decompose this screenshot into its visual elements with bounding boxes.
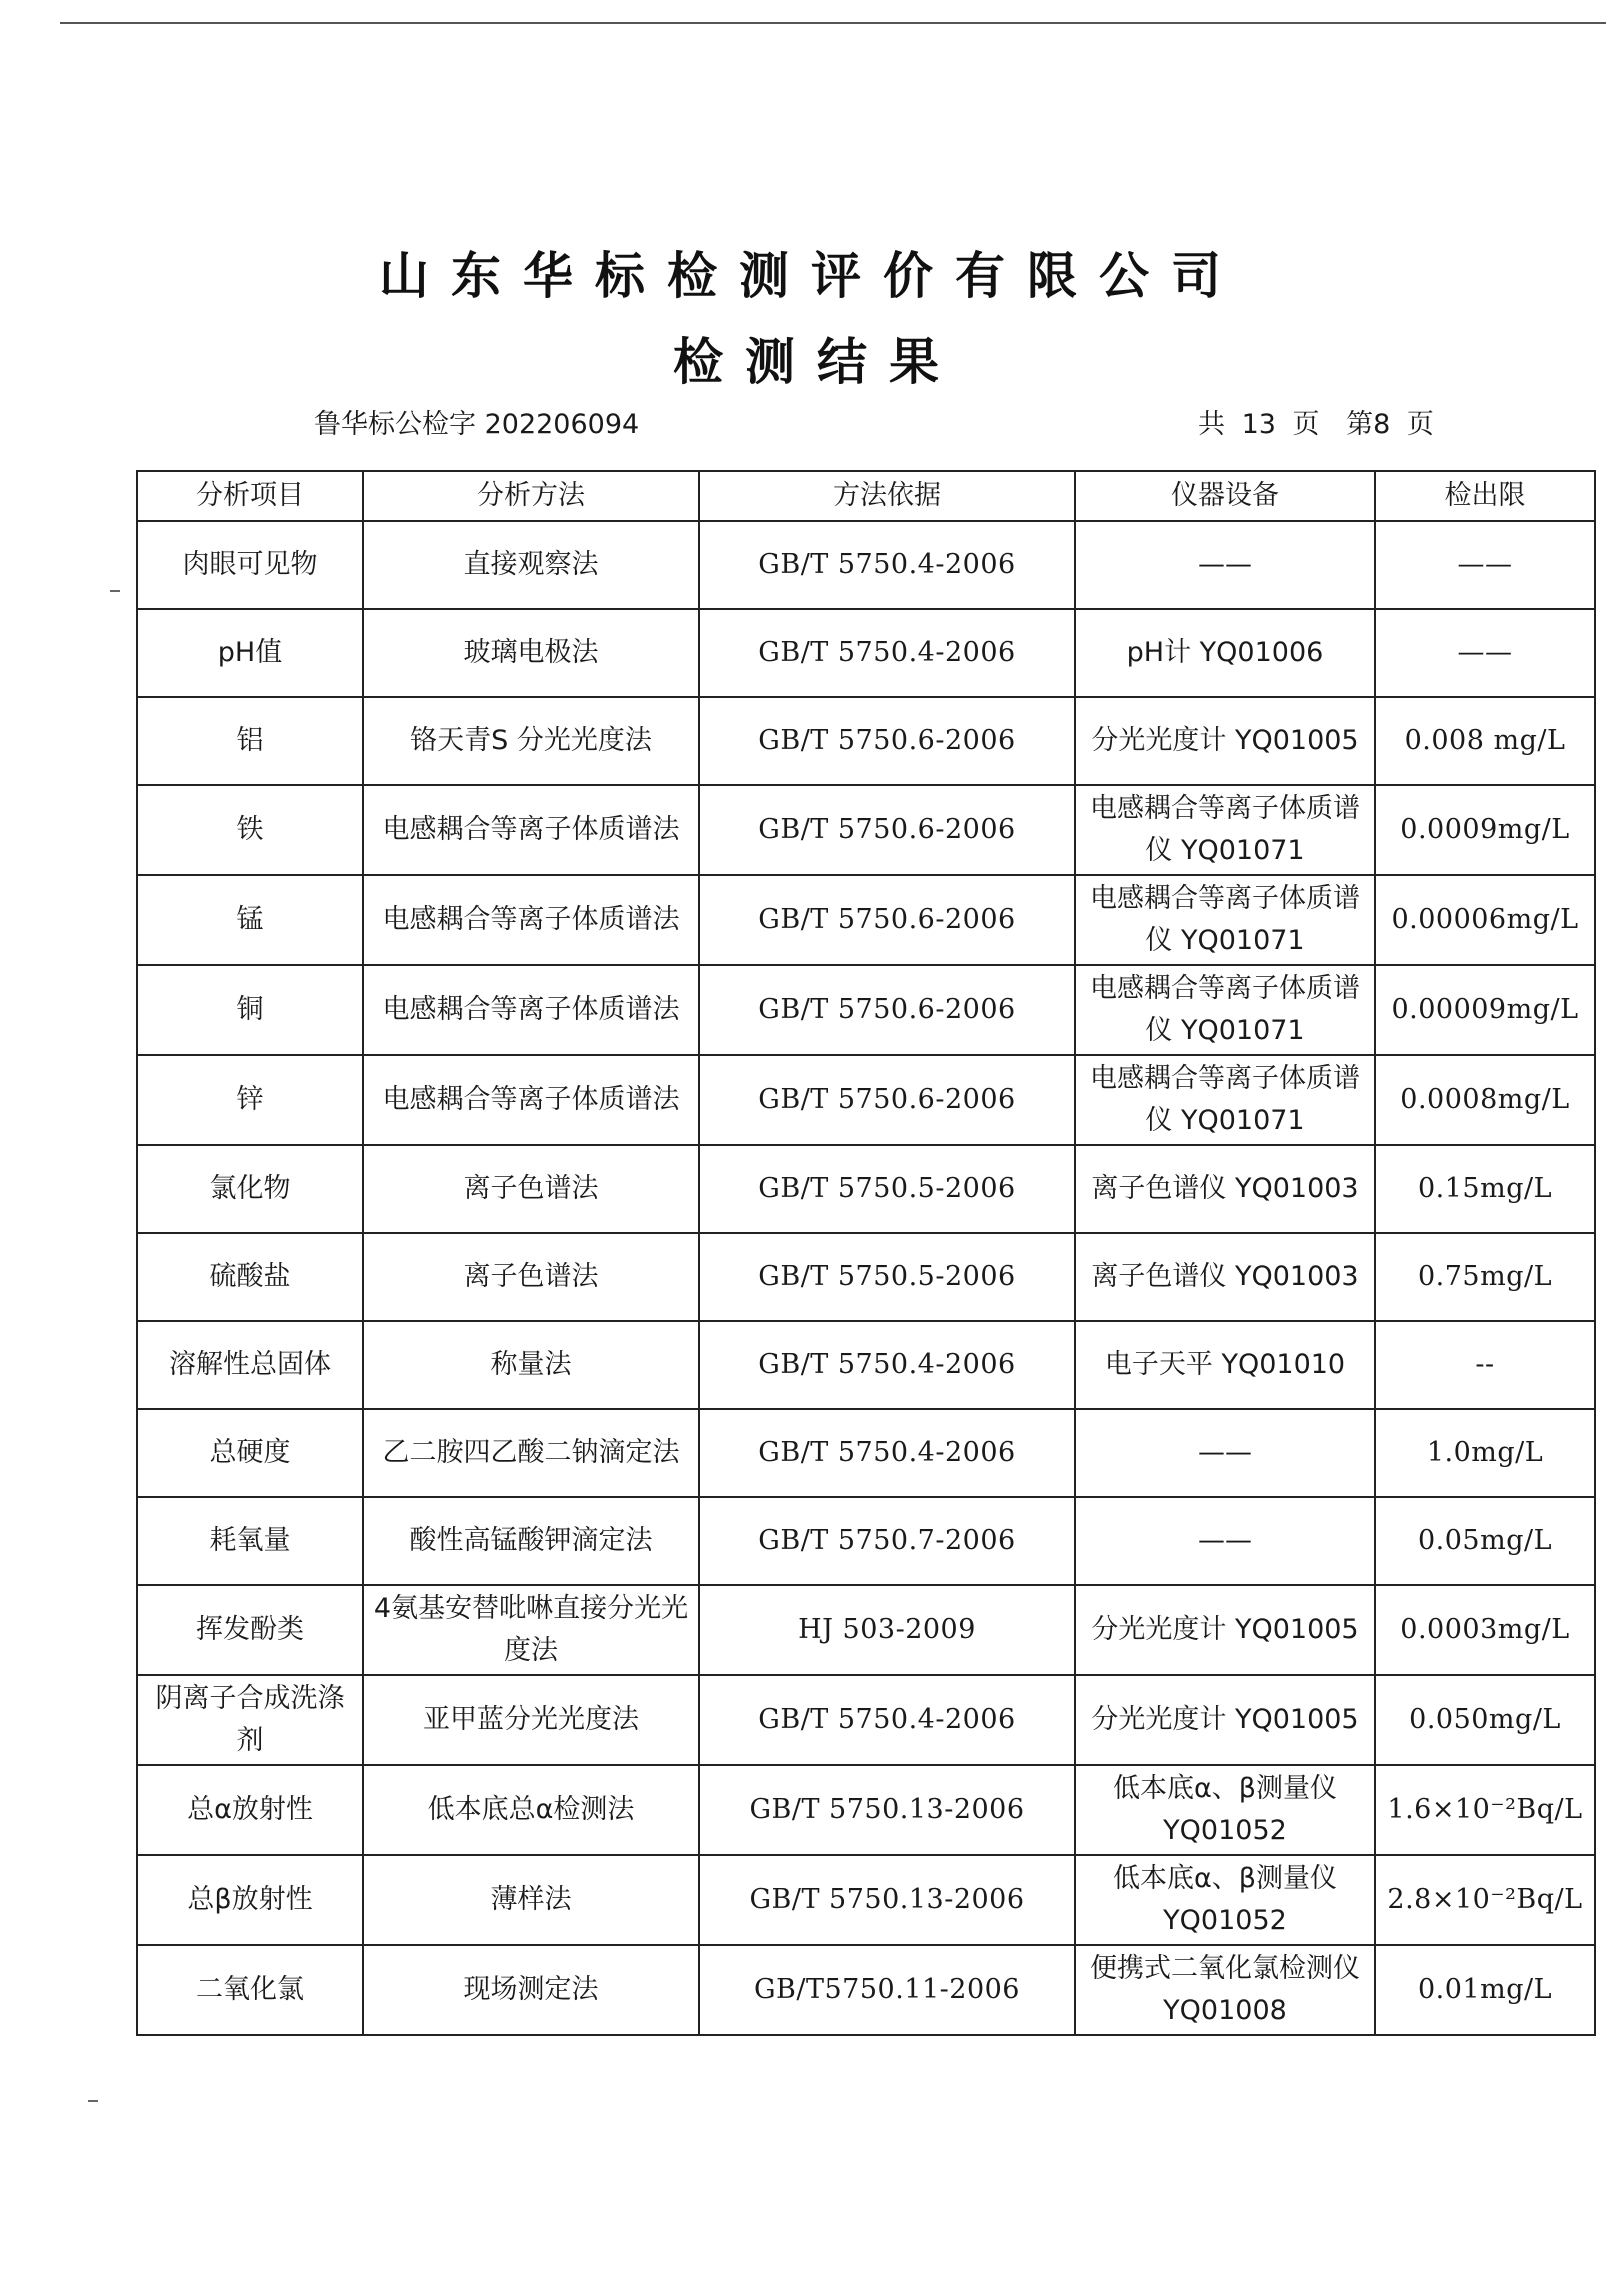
table-row <box>137 521 1595 609</box>
cell-equipment: 电感耦合等离子体质谱仪 YQ01071 <box>1075 1055 1375 1145</box>
cell-item: 总硬度 <box>137 1409 363 1497</box>
cell-limit: —— <box>1375 609 1595 697</box>
cell-basis: GB/T 5750.4-2006 <box>699 1321 1075 1409</box>
cell-limit: 0.0008mg/L <box>1375 1055 1595 1145</box>
table-row <box>137 1585 1595 1675</box>
page-indicator <box>1188 402 1434 441</box>
cell-method: 铬天青S 分光光度法 <box>363 697 699 785</box>
cell-basis: GB/T 5750.6-2006 <box>699 785 1075 875</box>
cell-basis: GB/T 5750.5-2006 <box>699 1233 1075 1321</box>
cell-limit: 0.01mg/L <box>1375 1945 1595 2035</box>
header-limit: 检出限 <box>1375 471 1595 521</box>
cell-equipment: 低本底α、β测量仪 YQ01052 <box>1075 1855 1375 1945</box>
cell-method: 4氨基安替吡啉直接分光光度法 <box>363 1585 699 1675</box>
cell-limit: 1.0mg/L <box>1375 1409 1595 1497</box>
cell-equipment: —— <box>1075 1497 1375 1585</box>
cell-basis: GB/T 5750.5-2006 <box>699 1145 1075 1233</box>
cell-equipment: pH计 YQ01006 <box>1075 609 1375 697</box>
cell-item: 总α放射性 <box>137 1765 363 1855</box>
cell-item: 铁 <box>137 785 363 875</box>
header-basis: 方法依据 <box>699 471 1075 521</box>
cell-limit: 0.008 mg/L <box>1375 697 1595 785</box>
cell-basis: GB/T5750.11-2006 <box>699 1945 1075 2035</box>
cell-item: pH值 <box>137 609 363 697</box>
cell-limit: 0.05mg/L <box>1375 1497 1595 1585</box>
cell-item: 挥发酚类 <box>137 1585 363 1675</box>
cell-equipment: 离子色谱仪 YQ01003 <box>1075 1233 1375 1321</box>
cell-limit: 0.15mg/L <box>1375 1145 1595 1233</box>
table-row <box>137 609 1595 697</box>
table-row <box>137 1145 1595 1233</box>
cell-item: 硫酸盐 <box>137 1233 363 1321</box>
table-row <box>137 697 1595 785</box>
scan-mark <box>110 590 120 592</box>
cell-basis: GB/T 5750.7-2006 <box>699 1497 1075 1585</box>
report-reference-number: 鲁华标公检字 202206094 <box>314 409 640 440</box>
cell-equipment: 便携式二氧化氯检测仪 YQ01008 <box>1075 1945 1375 2035</box>
cell-method: 电感耦合等离子体质谱法 <box>363 1055 699 1145</box>
document-subtitle: 检测结果 <box>673 333 961 391</box>
table-row <box>137 1765 1595 1855</box>
cell-method: 离子色谱法 <box>363 1233 699 1321</box>
cell-limit: 0.00009mg/L <box>1375 965 1595 1055</box>
cell-item: 耗氧量 <box>137 1497 363 1585</box>
cell-limit: 0.00006mg/L <box>1375 875 1595 965</box>
cell-equipment: 分光光度计 YQ01005 <box>1075 1675 1375 1765</box>
cell-item: 阴离子合成洗涤剂 <box>137 1675 363 1765</box>
cell-equipment: 电子天平 YQ01010 <box>1075 1321 1375 1409</box>
cell-limit: 0.0009mg/L <box>1375 785 1595 875</box>
cell-basis: GB/T 5750.13-2006 <box>699 1765 1075 1855</box>
cell-method: 乙二胺四乙酸二钠滴定法 <box>363 1409 699 1497</box>
cell-method: 薄样法 <box>363 1855 699 1945</box>
cell-item: 氯化物 <box>137 1145 363 1233</box>
cell-limit: 0.0003mg/L <box>1375 1585 1595 1675</box>
cell-basis: GB/T 5750.4-2006 <box>699 521 1075 609</box>
cell-equipment: 分光光度计 YQ01005 <box>1075 697 1375 785</box>
table-row <box>137 1321 1595 1409</box>
cell-method: 亚甲蓝分光光度法 <box>363 1675 699 1765</box>
cell-equipment: 离子色谱仪 YQ01003 <box>1075 1145 1375 1233</box>
total-pages: 共 13 页 <box>1198 409 1320 440</box>
cell-item: 肉眼可见物 <box>137 521 363 609</box>
cell-limit: 1.6×10⁻²Bq/L <box>1375 1765 1595 1855</box>
cell-item: 锌 <box>137 1055 363 1145</box>
cell-basis: GB/T 5750.6-2006 <box>699 965 1075 1055</box>
table-row <box>137 1497 1595 1585</box>
cell-equipment: —— <box>1075 1409 1375 1497</box>
cell-item: 铜 <box>137 965 363 1055</box>
header-method: 分析方法 <box>363 471 699 521</box>
top-rule <box>60 22 1606 24</box>
cell-basis: GB/T 5750.4-2006 <box>699 1409 1075 1497</box>
table-row <box>137 1409 1595 1497</box>
cell-method: 酸性高锰酸钾滴定法 <box>363 1497 699 1585</box>
cell-equipment: 低本底α、β测量仪 YQ01052 <box>1075 1765 1375 1855</box>
cell-method: 称量法 <box>363 1321 699 1409</box>
cell-basis: GB/T 5750.6-2006 <box>699 875 1075 965</box>
cell-basis: HJ 503-2009 <box>699 1585 1075 1675</box>
table-row <box>137 1055 1595 1145</box>
cell-method: 现场测定法 <box>363 1945 699 2035</box>
cell-basis: GB/T 5750.6-2006 <box>699 697 1075 785</box>
table-row <box>137 1855 1595 1945</box>
results-table <box>136 470 1596 2036</box>
table-row <box>137 1675 1595 1765</box>
cell-method: 电感耦合等离子体质谱法 <box>363 785 699 875</box>
current-page: 第8 页 <box>1346 409 1434 440</box>
cell-limit: -- <box>1375 1321 1595 1409</box>
cell-item: 总β放射性 <box>137 1855 363 1945</box>
company-name: 山东华标检测评价有限公司 <box>379 247 1243 305</box>
cell-method: 玻璃电极法 <box>363 609 699 697</box>
cell-item: 铝 <box>137 697 363 785</box>
cell-method: 离子色谱法 <box>363 1145 699 1233</box>
cell-basis: GB/T 5750.4-2006 <box>699 1675 1075 1765</box>
table-header-row <box>137 471 1595 521</box>
cell-equipment: 电感耦合等离子体质谱仪 YQ01071 <box>1075 965 1375 1055</box>
cell-equipment: —— <box>1075 521 1375 609</box>
results-body <box>137 521 1595 2035</box>
header-item: 分析项目 <box>137 471 363 521</box>
cell-basis: GB/T 5750.13-2006 <box>699 1855 1075 1945</box>
header-equipment: 仪器设备 <box>1075 471 1375 521</box>
cell-limit: 2.8×10⁻²Bq/L <box>1375 1855 1595 1945</box>
cell-equipment: 电感耦合等离子体质谱仪 YQ01071 <box>1075 875 1375 965</box>
cell-item: 锰 <box>137 875 363 965</box>
table-row <box>137 875 1595 965</box>
cell-equipment: 电感耦合等离子体质谱仪 YQ01071 <box>1075 785 1375 875</box>
cell-method: 电感耦合等离子体质谱法 <box>363 965 699 1055</box>
cell-item: 二氧化氯 <box>137 1945 363 2035</box>
cell-basis: GB/T 5750.4-2006 <box>699 609 1075 697</box>
table-row <box>137 1945 1595 2035</box>
cell-limit: 0.75mg/L <box>1375 1233 1595 1321</box>
table-row <box>137 1233 1595 1321</box>
cell-method: 电感耦合等离子体质谱法 <box>363 875 699 965</box>
scan-mark <box>88 2100 98 2102</box>
cell-limit: —— <box>1375 521 1595 609</box>
table-row <box>137 785 1595 875</box>
cell-equipment: 分光光度计 YQ01005 <box>1075 1585 1375 1675</box>
table-row <box>137 965 1595 1055</box>
cell-method: 直接观察法 <box>363 521 699 609</box>
cell-method: 低本底总α检测法 <box>363 1765 699 1855</box>
cell-item: 溶解性总固体 <box>137 1321 363 1409</box>
cell-limit: 0.050mg/L <box>1375 1675 1595 1765</box>
cell-basis: GB/T 5750.6-2006 <box>699 1055 1075 1145</box>
